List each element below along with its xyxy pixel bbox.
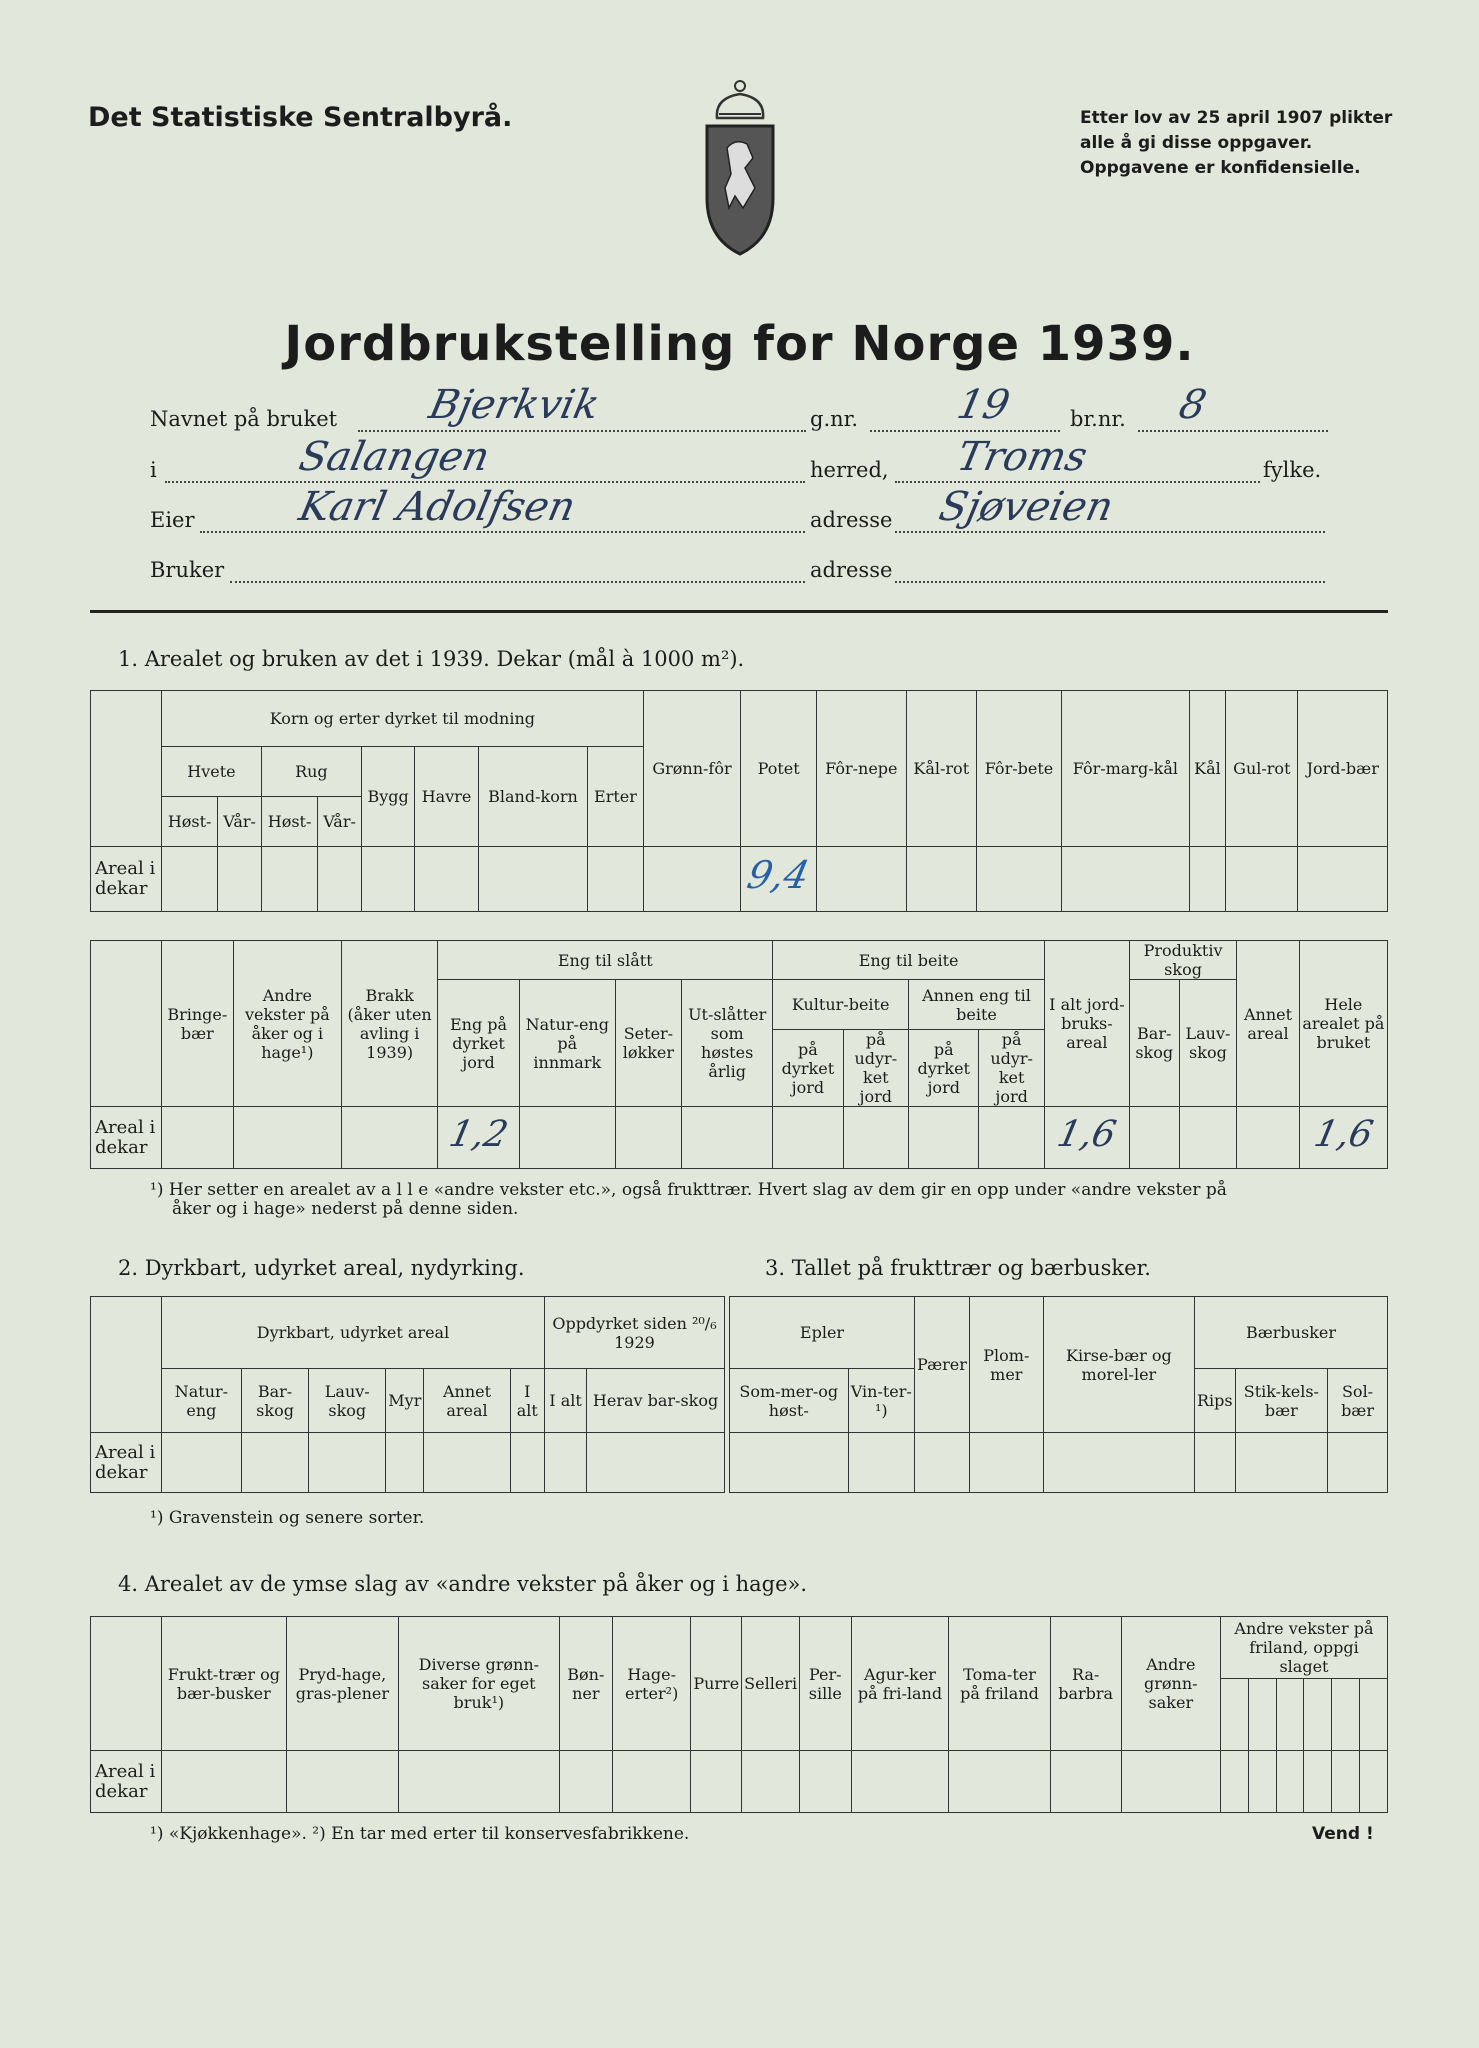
col-hvete: Hvete bbox=[162, 747, 262, 797]
hele-value: 1,6 bbox=[1310, 1114, 1377, 1155]
col-lauvskog-2: Lauv-skog bbox=[309, 1369, 386, 1433]
eng-slatt-header: Eng til slått bbox=[438, 941, 773, 980]
col-jordbaer: Jord-bær bbox=[1298, 691, 1388, 847]
herred-label: herred, bbox=[810, 458, 889, 482]
prod-skog-header: Produktiv skog bbox=[1129, 941, 1236, 980]
col-potet: Potet bbox=[741, 691, 817, 847]
col-agurker: Agur-ker på fri-land bbox=[851, 1617, 949, 1751]
col-gronnfor: Grønn-fôr bbox=[643, 691, 741, 847]
col-frukt: Frukt-trær og bær-busker bbox=[162, 1617, 287, 1751]
col-gulrot: Gul-rot bbox=[1226, 691, 1298, 847]
hele-value-cell[interactable] bbox=[1299, 1107, 1387, 1169]
footnote-1a: ¹) Her setter en arealet av a l l e «andre vekster etc.», også frukttrær. Hvert slag av dem gir en opp under «andre vekster på bbox=[150, 1180, 1227, 1200]
i-alt-value-cell[interactable] bbox=[1044, 1107, 1129, 1169]
col-paerer: Pærer bbox=[915, 1297, 970, 1433]
brnr-line bbox=[1138, 430, 1328, 432]
col-kalrot: Kål-rot bbox=[906, 691, 976, 847]
owner-address-label: adresse bbox=[810, 508, 893, 532]
epler-header: Epler bbox=[730, 1297, 915, 1369]
col-kultur-dyrket: på dyrket jord bbox=[773, 1030, 843, 1107]
section-1-title: 1. Arealet og bruken av det i 1939. Dekar (mål à 1000 m²). bbox=[118, 647, 745, 671]
gnr-label: g.nr. bbox=[810, 407, 859, 431]
col-plommer: Plom-mer bbox=[969, 1297, 1043, 1433]
potet-value: 9,4 bbox=[743, 852, 814, 897]
andre-friland-header: Andre vekster på friland, oppgi slaget bbox=[1220, 1617, 1387, 1679]
annen-eng-header: Annen eng til beite bbox=[909, 980, 1045, 1030]
dyrkbart-header: Dyrkbart, udyrket areal bbox=[162, 1297, 545, 1369]
gnr-value[interactable]: 19 bbox=[953, 382, 1014, 428]
law-line-2: alle å gi disse oppgaver. bbox=[1080, 133, 1313, 153]
law-line-1: Etter lov av 25 april 1907 plikter bbox=[1080, 108, 1393, 128]
user-address-line bbox=[895, 581, 1325, 583]
user-address-label: adresse bbox=[810, 558, 893, 582]
owner-address-line bbox=[895, 531, 1325, 533]
col-diverse: Diverse grønn-saker for eget bruk¹) bbox=[399, 1617, 560, 1751]
col-blandkorn: Bland-korn bbox=[478, 747, 588, 847]
coat-of-arms-icon bbox=[695, 78, 785, 258]
col-solbaer: Sol-bær bbox=[1328, 1369, 1388, 1433]
row-areal-label: Areal i dekar bbox=[91, 846, 162, 911]
owner-address-value[interactable]: Sjøveien bbox=[935, 484, 1118, 530]
county-line bbox=[895, 481, 1260, 483]
oppdyrket-header: Oppdyrket siden ²⁰/₆ 1929 bbox=[544, 1297, 724, 1369]
i-alt-value: 1,6 bbox=[1053, 1114, 1120, 1155]
col-andre-vekster: Andre vekster på åker og i hage¹) bbox=[233, 941, 341, 1107]
col-formargkal: Fôr-marg-kål bbox=[1062, 691, 1190, 847]
col-forbete: Fôr-bete bbox=[976, 691, 1061, 847]
law-line-3: Oppgavene er konfidensielle. bbox=[1080, 158, 1361, 178]
col-seterlokker: Seter-løkker bbox=[615, 980, 681, 1107]
col-bringebaer: Bringe-bær bbox=[162, 941, 234, 1107]
brnr-label: br.nr. bbox=[1070, 407, 1126, 431]
col-lauvskog: Lauv-skog bbox=[1179, 980, 1237, 1107]
section-2-title: 2. Dyrkbart, udyrket areal, nydyrking. bbox=[118, 1256, 525, 1280]
col-rabarbra: Ra-barbra bbox=[1050, 1617, 1121, 1751]
potet-value-cell[interactable] bbox=[741, 846, 817, 911]
col-vinter: Vin-ter-¹) bbox=[848, 1369, 914, 1433]
col-myr: Myr bbox=[386, 1369, 424, 1433]
col-eng-dyrket: Eng på dyrket jord bbox=[438, 980, 520, 1107]
county-value[interactable]: Troms bbox=[953, 434, 1092, 480]
eng-dyrket-value-cell[interactable] bbox=[438, 1107, 520, 1169]
farm-name-line bbox=[358, 430, 806, 432]
col-annet-areal: Annet areal bbox=[1237, 941, 1300, 1107]
col-kultur-udyrket: på udyr-ket jord bbox=[843, 1030, 909, 1107]
col-hvete-var: Vår- bbox=[218, 797, 262, 847]
col-persille: Per-sille bbox=[800, 1617, 851, 1751]
col-rug: Rug bbox=[261, 747, 361, 797]
col-havre: Havre bbox=[415, 747, 478, 847]
municipality-line bbox=[165, 481, 805, 483]
vend-label: Vend ! bbox=[1312, 1824, 1374, 1844]
law-notice bbox=[1080, 106, 1392, 181]
eng-beite-header: Eng til beite bbox=[773, 941, 1045, 980]
col-i-alt-jord: I alt jord-bruks-areal bbox=[1044, 941, 1129, 1107]
agency-name: Det Statistiske Sentralbyrå. bbox=[88, 102, 513, 133]
col-rug-var: Vår- bbox=[318, 797, 362, 847]
owner-value[interactable]: Karl Adolfsen bbox=[295, 484, 580, 530]
col-natureng: Natur-eng bbox=[162, 1369, 242, 1433]
footnote-1b: åker og i hage» nederst på denne siden. bbox=[172, 1199, 519, 1219]
col-barskog-2: Bar-skog bbox=[241, 1369, 308, 1433]
row-areal-label-4: Areal i dekar bbox=[91, 1751, 162, 1813]
municipality-value[interactable]: Salangen bbox=[295, 434, 494, 480]
col-fornepe: Fôr-nepe bbox=[817, 691, 907, 847]
col-herav: Herav bar-skog bbox=[587, 1369, 725, 1433]
brnr-value[interactable]: 8 bbox=[1175, 382, 1211, 428]
section-1-table-a bbox=[90, 690, 1388, 912]
baerbusker-header: Bærbusker bbox=[1195, 1297, 1388, 1369]
user-line bbox=[230, 581, 805, 583]
col-naturenge: Natur-eng på innmark bbox=[519, 980, 615, 1107]
fylke-label: fylke. bbox=[1263, 458, 1322, 482]
section-2-table bbox=[90, 1296, 725, 1493]
col-oppdyrket-i-alt: I alt bbox=[544, 1369, 586, 1433]
gnr-line bbox=[870, 430, 1060, 432]
col-kirsebaer: Kirse-bær og morel-ler bbox=[1043, 1297, 1194, 1433]
footnote-4: ¹) «Kjøkkenhage». ²) En tar med erter til konservesfabrikkene. bbox=[150, 1824, 690, 1844]
owner-label: Eier bbox=[150, 508, 195, 532]
form-title: Jordbrukstelling for Norge 1939. bbox=[284, 316, 1195, 372]
col-barskog: Bar-skog bbox=[1129, 980, 1179, 1107]
col-utslatter: Ut-slåtter som høstes årlig bbox=[682, 980, 773, 1107]
farm-name-value[interactable]: Bjerkvik bbox=[425, 382, 604, 428]
col-i-alt-2: I alt bbox=[510, 1369, 544, 1433]
col-hageerter: Hage-erter²) bbox=[613, 1617, 691, 1751]
col-kal: Kål bbox=[1189, 691, 1226, 847]
col-tomater: Toma-ter på friland bbox=[949, 1617, 1050, 1751]
kulturbeite-header: Kultur-beite bbox=[773, 980, 909, 1030]
municipality-label: i bbox=[150, 458, 157, 482]
col-rug-host: Høst- bbox=[261, 797, 317, 847]
user-label: Bruker bbox=[150, 558, 225, 582]
row-areal-label-2: Areal i dekar bbox=[91, 1433, 162, 1493]
col-stikkelsbaer: Stik-kels-bær bbox=[1235, 1369, 1327, 1433]
col-bygg: Bygg bbox=[361, 747, 415, 847]
col-brakk: Brakk (åker uten avling i 1939) bbox=[342, 941, 438, 1107]
section-4-title: 4. Arealet av de ymse slag av «andre vekster på åker og i hage». bbox=[118, 1572, 808, 1596]
korn-header: Korn og erter dyrket til modning bbox=[162, 691, 644, 747]
col-purre: Purre bbox=[691, 1617, 742, 1751]
col-annen-dyrket: på dyrket jord bbox=[909, 1030, 979, 1107]
col-bonner: Bøn-ner bbox=[559, 1617, 612, 1751]
owner-line bbox=[200, 531, 805, 533]
col-prydhage: Pryd-hage, gras-plener bbox=[286, 1617, 398, 1751]
farm-name-label: Navnet på bruket bbox=[150, 407, 338, 431]
col-hvete-host: Høst- bbox=[162, 797, 218, 847]
section-3-table bbox=[729, 1296, 1388, 1493]
section-1-table-b bbox=[90, 940, 1388, 1169]
col-erter: Erter bbox=[588, 747, 643, 847]
col-rips: Rips bbox=[1195, 1369, 1236, 1433]
col-annet-2: Annet areal bbox=[424, 1369, 510, 1433]
footnote-2: ¹) Gravenstein og senere sorter. bbox=[150, 1508, 425, 1528]
section-3-title: 3. Tallet på frukttrær og bærbusker. bbox=[765, 1256, 1151, 1280]
col-hele-areal: Hele arealet på bruket bbox=[1299, 941, 1387, 1107]
eng-dyrket-value: 1,2 bbox=[445, 1114, 512, 1155]
col-annen-udyrket: på udyr-ket jord bbox=[979, 1030, 1045, 1107]
col-andre-gronnsaker: Andre grønn-saker bbox=[1121, 1617, 1220, 1751]
divider-line bbox=[90, 610, 1388, 613]
col-selleri: Selleri bbox=[742, 1617, 800, 1751]
section-4-table bbox=[90, 1616, 1388, 1813]
col-sommer: Som-mer-og høst- bbox=[730, 1369, 849, 1433]
row-areal-label-b: Areal i dekar bbox=[91, 1107, 162, 1169]
